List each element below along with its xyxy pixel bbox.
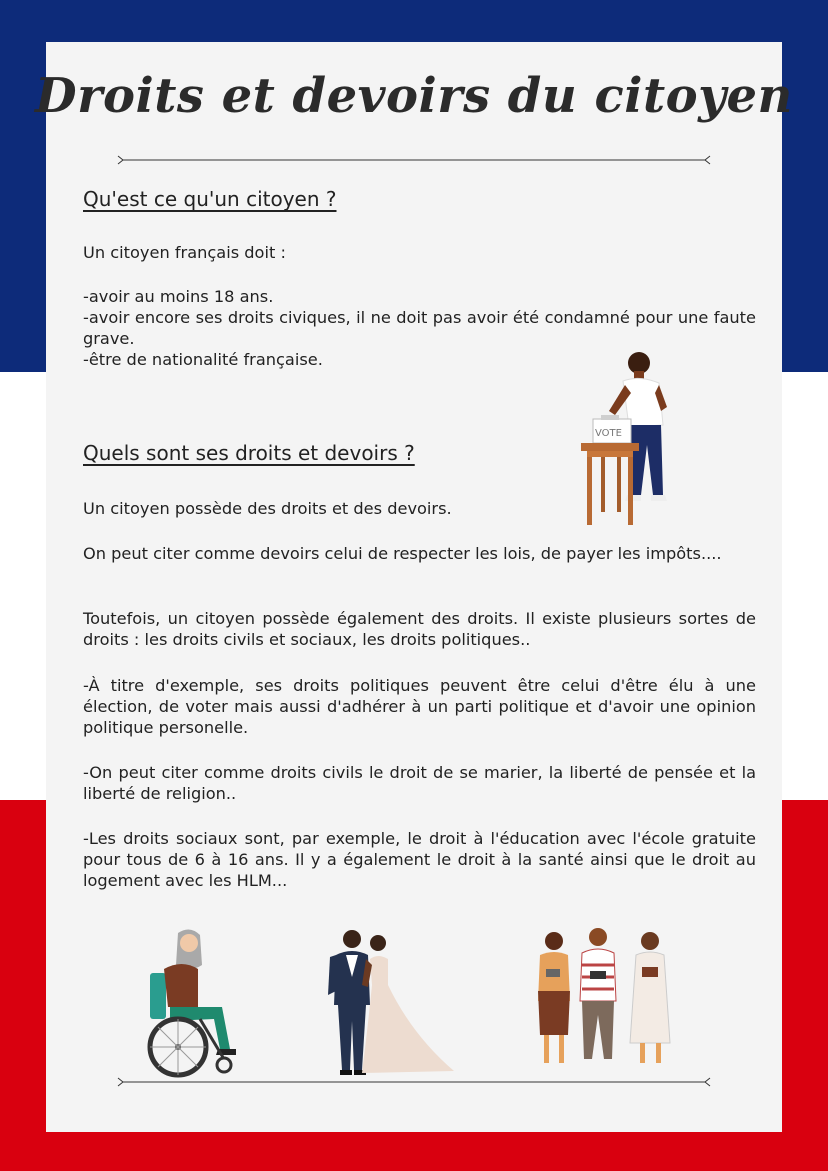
section2-paragraph: Un citoyen possède des droits et des devoirs. (83, 499, 452, 518)
page-title: Droits et devoirs du citoyen (35, 68, 793, 124)
section2-paragraph: On peut citer comme devoirs celui de respecter les lois, de payer les impôts.... (83, 544, 722, 563)
list-item: -être de nationalité française. (83, 350, 323, 369)
section1-intro: Un citoyen français doit : (83, 243, 286, 262)
wheelchair-illustration (140, 925, 260, 1085)
voter-illustration (575, 345, 685, 530)
list-item: -avoir au moins 18 ans. (83, 287, 274, 306)
section2-paragraph: Toutefois, un citoyen possède également des droits. Il existe plusieurs sortes de droits : les droits civils et sociaux, les droits politiques.. (83, 609, 756, 649)
section1-heading: Qu'est ce qu'un citoyen ? (83, 187, 337, 211)
list-item: -avoir encore ses droits civiques, il ne doit pas avoir été condamné pour une faute grave. (83, 308, 756, 348)
bottom-divider (117, 1075, 711, 1089)
section2-paragraph: -On peut citer comme droits civils le droit de se marier, la liberté de pensée et la liberté de religion.. (83, 763, 756, 803)
wedding-couple-illustration (322, 925, 462, 1080)
section2-heading: Quels sont ses droits et devoirs ? (83, 441, 415, 465)
section2-paragraph: -Les droits sociaux sont, par exemple, le droit à l'éducation avec l'école gratuite pour tous de 6 à 16 ans. Il y a également le droit à la santé ainsi que le droit au logement avec les HLM... (83, 829, 756, 890)
students-illustration (526, 925, 676, 1070)
section2-paragraph: -À titre d'exemple, ses droits politiques peuvent être celui d'être élu à une élection, de voter mais aussi d'adhérer à un parti politique et d'avoir une opinion politique personelle. (83, 676, 756, 737)
ballot-box-label: VOTE (595, 428, 622, 439)
top-divider (117, 153, 711, 167)
